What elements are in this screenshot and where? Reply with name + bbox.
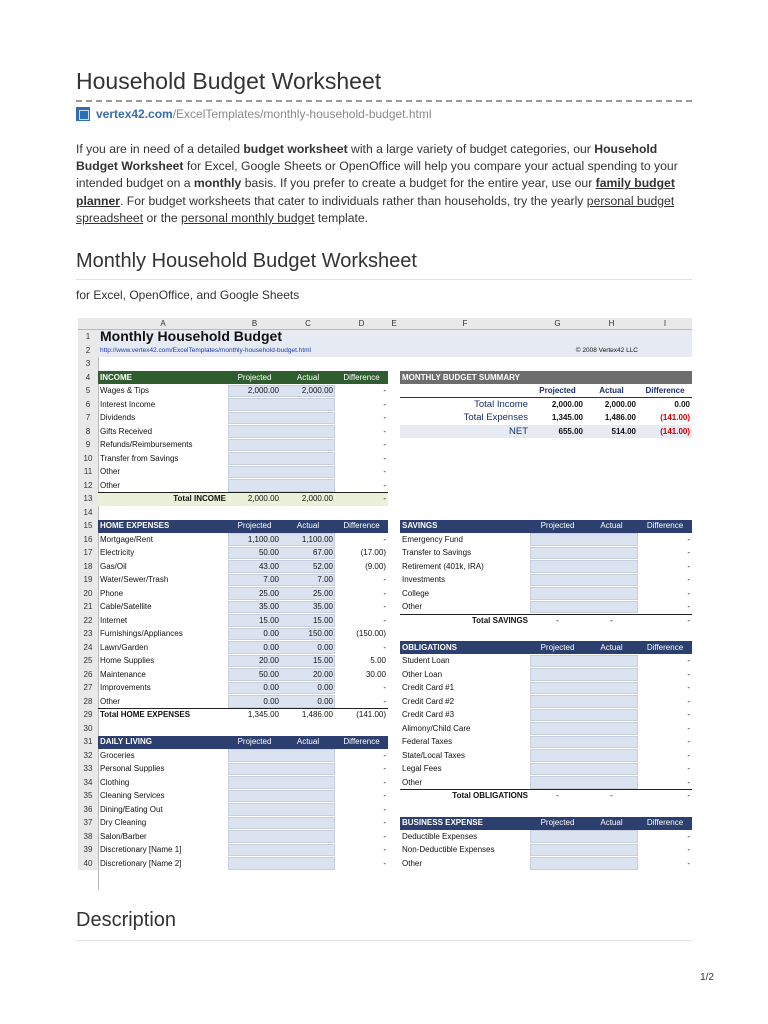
home-actual: 150.00 (308, 629, 333, 638)
obligations-input-cell (530, 776, 638, 789)
summary-col-header: Projected (539, 386, 576, 395)
row-number: 13 (78, 492, 98, 506)
row-number: 5 (78, 384, 98, 398)
row-number: 24 (78, 641, 98, 655)
income-actual (283, 479, 333, 493)
savings-item-name: College (402, 588, 430, 598)
daily-difference: - (383, 750, 386, 760)
income-item-name: Refunds/Reimbursements (100, 440, 193, 449)
personal-monthly-budget-link[interactable]: personal monthly budget (181, 210, 315, 225)
savings-input-cell (530, 533, 638, 546)
home-projected: 0.00 (263, 696, 279, 706)
savings-difference: - (687, 575, 690, 584)
obligations-input-cell (530, 668, 638, 681)
obligations-col-header: Actual (600, 642, 623, 652)
family-budget-planner-link[interactable]: family budget planner (76, 176, 675, 208)
title-divider (76, 100, 692, 102)
income-actual (283, 438, 333, 452)
row-number: 23 (78, 627, 98, 641)
copyright: © 2008 Vertex42 LLC (575, 346, 638, 354)
savings-total-actual: - (610, 615, 613, 625)
home-difference: 30.00 (365, 669, 386, 679)
daily-difference: - (383, 791, 386, 800)
home-projected: 50.00 (258, 548, 279, 557)
obligations-total-label: Total OBLIGATIONS (452, 791, 528, 800)
business-item-name: Non-Deductible Expenses (402, 845, 495, 854)
business-header-label: BUSINESS EXPENSE (402, 818, 483, 827)
income-actual: 2,000.00 (301, 386, 333, 395)
home-total-label: Total HOME EXPENSES (100, 710, 191, 719)
business-col-header: Difference (646, 818, 684, 827)
daily-difference: - (383, 831, 386, 841)
income-difference: - (383, 440, 386, 449)
home-difference: - (383, 615, 386, 625)
obligations-col-header: Projected (540, 642, 575, 652)
income-projected (230, 425, 279, 439)
home-projected: 25.00 (258, 588, 279, 598)
home-item-name: Improvements (100, 683, 151, 692)
savings-difference: - (687, 548, 690, 557)
row-number: 8 (78, 425, 98, 439)
row-number: 17 (78, 546, 98, 560)
obligations-item-name: Legal Fees (402, 764, 442, 773)
home-actual: 1,100.00 (301, 534, 333, 544)
savings-item-name: Investments (402, 575, 446, 584)
home-item-name: Cable/Satellite (100, 602, 152, 611)
summary-difference: (141.00) (660, 426, 690, 436)
home-actual: 25.00 (312, 588, 333, 598)
home-item-name: Home Supplies (100, 656, 155, 665)
home-item-name: Internet (100, 615, 128, 625)
home-total-difference: (141.00) (356, 710, 386, 719)
source-link[interactable] (76, 107, 432, 121)
home-projected: 20.00 (258, 656, 279, 665)
home-projected: 0.00 (263, 629, 279, 638)
row-number: 27 (78, 681, 98, 695)
income-col-header: Actual (296, 372, 320, 382)
row-number: 11 (78, 465, 98, 479)
home-projected: 0.00 (263, 683, 279, 692)
home-col-header: Difference (343, 521, 380, 530)
home-item-name: Other (100, 696, 121, 706)
home-projected: 15.00 (258, 615, 279, 625)
home-actual: 0.00 (317, 642, 333, 652)
home-total-projected: 1,345.00 (247, 710, 279, 719)
business-col-header: Projected (540, 818, 575, 827)
income-difference: - (383, 399, 386, 409)
daily-item-name: Discretionary [Name 1] (100, 845, 182, 854)
summary-row-name: NET (509, 425, 528, 437)
column-letter: B (251, 319, 258, 328)
daily-item-name: Dining/Eating Out (100, 804, 163, 814)
column-letter: F (462, 319, 468, 328)
income-projected (230, 479, 279, 493)
obligations-item-name: Student Loan (402, 656, 450, 665)
savings-difference: - (687, 602, 690, 611)
income-difference: - (383, 453, 386, 463)
home-col-header: Actual (296, 521, 320, 530)
income-col-header: Projected (237, 372, 272, 382)
vertex42-logo-icon (76, 107, 90, 121)
income-item-name: Gifts Received (100, 426, 153, 436)
column-letter: E (391, 319, 397, 328)
budget-url: http://www.vertex42.com/ExcelTemplates/monthly-household-budget.html (100, 346, 311, 354)
home-header-label: HOME EXPENSES (100, 521, 170, 530)
income-item-name: Wages & Tips (100, 386, 150, 395)
income-actual (283, 398, 333, 412)
savings-header-label: SAVINGS (402, 521, 438, 530)
row-number: 3 (78, 357, 98, 371)
obligations-item-name: Credit Card #3 (402, 710, 455, 719)
row-number: 25 (78, 654, 98, 668)
daily-item-name: Dry Cleaning (100, 818, 147, 827)
row-number: 21 (78, 600, 98, 614)
home-difference: - (383, 588, 386, 598)
obligations-item-name: Other Loan (402, 669, 443, 679)
home-actual: 0.00 (317, 683, 333, 692)
home-projected: 35.00 (258, 602, 279, 611)
summary-projected: 2,000.00 (551, 399, 583, 409)
obligations-input-cell (530, 655, 638, 668)
obligations-input-cell (530, 709, 638, 722)
home-item-name: Water/Sewer/Trash (100, 575, 169, 584)
row-number: 37 (78, 816, 98, 830)
home-item-name: Furnishings/Appliances (100, 629, 183, 638)
home-actual: 35.00 (312, 602, 333, 611)
row-number: 30 (78, 722, 98, 736)
savings-input-cell (530, 560, 638, 573)
row-number: 19 (78, 573, 98, 587)
obligations-item-name: Credit Card #1 (402, 683, 455, 692)
home-difference: - (383, 575, 386, 584)
column-letter: H (608, 319, 615, 328)
obligations-item-name: Federal Taxes (402, 737, 453, 746)
row-number: 28 (78, 695, 98, 709)
daily-input-cell (228, 776, 335, 789)
daily-col-header: Actual (296, 737, 320, 746)
daily-item-name: Clothing (100, 777, 130, 787)
row-number: 4 (78, 371, 98, 385)
savings-input-cell (530, 587, 638, 600)
savings-item-name: Emergency Fund (402, 534, 463, 544)
row-header-separator (98, 330, 99, 890)
income-difference: - (383, 413, 386, 422)
savings-total-difference: - (687, 615, 690, 625)
business-input-cell (530, 844, 638, 857)
column-letter: A (160, 319, 166, 328)
home-difference: - (383, 534, 386, 544)
home-actual: 52.00 (312, 561, 333, 571)
income-total-projected: 2,000.00 (247, 494, 279, 503)
income-projected (230, 438, 279, 452)
obligations-difference: - (687, 777, 690, 787)
source-domain[interactable]: vertex42.com (96, 107, 173, 121)
column-letter: G (554, 319, 561, 328)
home-difference: (9.00) (365, 561, 386, 571)
income-difference: - (383, 467, 386, 476)
obligations-total-difference: - (687, 791, 690, 800)
income-item-name: Other (100, 480, 121, 490)
row-number: 12 (78, 479, 98, 493)
personal-budget-spreadsheet-link[interactable]: personal budget spreadsheet (76, 193, 675, 225)
income-actual (283, 465, 333, 479)
income-header-label: INCOME (100, 372, 132, 382)
income-item-name: Transfer from Savings (100, 453, 179, 463)
obligations-input-cell (530, 736, 638, 749)
daily-input-cell (228, 844, 335, 857)
home-item-name: Mortgage/Rent (100, 534, 153, 544)
obligations-item-name: State/Local Taxes (402, 750, 466, 760)
savings-item-name: Other (402, 602, 423, 611)
income-projected (230, 411, 279, 425)
home-actual: 15.00 (312, 615, 333, 625)
row-number: 16 (78, 533, 98, 547)
intro-paragraph: If you are in need of a detailed budget worksheet with a large variety of budget categories, our Household Budget Worksheet for Excel, Google Sheets or OpenOffice will help you compare your actual spending to your intended budget on a monthly basis. If you prefer to create a budget for the entire year, use our family budget planner. For budget worksheets that cater to individuals rather than households, try the yearly personal budget spreadsheet or the personal monthly budget template. (76, 142, 678, 225)
home-item-name: Lawn/Garden (100, 642, 149, 652)
home-actual: 15.00 (312, 656, 333, 665)
obligations-input-cell (530, 682, 638, 695)
summary-projected: 1,345.00 (551, 413, 583, 422)
income-actual (283, 411, 333, 425)
obligations-difference: - (687, 683, 690, 692)
obligations-total-projected: - (556, 791, 559, 800)
home-difference: 5.00 (370, 656, 386, 665)
row-number: 20 (78, 587, 98, 601)
home-item-name: Gas/Oil (100, 561, 127, 571)
summary-header-label: MONTHLY BUDGET SUMMARY (402, 372, 520, 382)
summary-projected: 655.00 (558, 426, 583, 436)
home-projected: 50.00 (258, 669, 279, 679)
savings-input-cell (530, 574, 638, 587)
daily-header-label: DAILY LIVING (100, 737, 153, 746)
home-difference: (17.00) (360, 548, 386, 557)
home-item-name: Maintenance (100, 669, 146, 679)
income-actual (283, 452, 333, 466)
income-total-label: Total INCOME (173, 494, 226, 503)
obligations-difference: - (687, 764, 690, 773)
column-letter: D (358, 319, 365, 328)
description-divider (76, 940, 692, 941)
home-actual: 20.00 (312, 669, 333, 679)
daily-difference: - (383, 764, 386, 773)
daily-input-cell (228, 749, 335, 762)
obligations-input-cell (530, 722, 638, 735)
daily-input-cell (228, 803, 335, 816)
obligations-difference: - (687, 737, 690, 746)
row-number: 32 (78, 749, 98, 763)
summary-actual: 514.00 (611, 426, 636, 436)
business-input-cell (530, 830, 638, 843)
description-heading: Description (76, 909, 177, 931)
row-number: 9 (78, 438, 98, 452)
home-actual: 0.00 (317, 696, 333, 706)
income-total-difference: - (383, 494, 386, 503)
daily-item-name: Personal Supplies (100, 764, 165, 773)
section-divider (76, 279, 692, 280)
daily-difference: - (383, 818, 386, 827)
summary-actual: 2,000.00 (604, 399, 636, 409)
daily-item-name: Salon/Barber (100, 831, 147, 841)
savings-difference: - (687, 534, 690, 544)
savings-total-projected: - (556, 615, 559, 625)
column-letter: I (663, 319, 667, 328)
obligations-col-header: Difference (646, 642, 684, 652)
row-number: 6 (78, 398, 98, 412)
business-item-name: Deductible Expenses (402, 831, 478, 841)
home-difference: - (383, 683, 386, 692)
daily-input-cell (228, 857, 335, 870)
row-number: 15 (78, 519, 98, 533)
income-item-name: Dividends (100, 413, 136, 422)
summary-actual: 1,486.00 (604, 413, 636, 422)
row-number: 34 (78, 776, 98, 790)
daily-difference: - (383, 804, 386, 814)
column-header-bar (78, 318, 692, 330)
daily-difference: - (383, 777, 386, 787)
row-number: 39 (78, 843, 98, 857)
daily-difference: - (383, 845, 386, 854)
row-number: 36 (78, 803, 98, 817)
obligations-difference: - (687, 656, 690, 665)
home-difference: (150.00) (356, 629, 386, 638)
business-difference: - (687, 831, 690, 841)
home-projected: 7.00 (263, 575, 279, 584)
obligations-difference: - (687, 723, 690, 733)
home-projected: 0.00 (263, 642, 279, 652)
daily-input-cell (228, 830, 335, 843)
business-difference: - (687, 858, 690, 868)
row-number: 40 (78, 857, 98, 871)
savings-difference: - (687, 588, 690, 598)
daily-difference: - (383, 858, 386, 868)
income-item-name: Other (100, 467, 121, 476)
income-difference: - (383, 480, 386, 490)
summary-difference: 0.00 (674, 399, 690, 409)
savings-total-label: Total SAVINGS (471, 615, 528, 625)
daily-input-cell (228, 763, 335, 776)
summary-row-name: Total Income (474, 398, 528, 410)
page-number: 1/2 (700, 972, 714, 983)
home-item-name: Phone (100, 588, 124, 598)
home-difference: - (383, 602, 386, 611)
daily-item-name: Discretionary [Name 2] (100, 858, 182, 868)
obligations-difference: - (687, 669, 690, 679)
source-path[interactable]: /ExcelTemplates/monthly-household-budget.html (172, 107, 432, 121)
row-number: 35 (78, 789, 98, 803)
savings-input-cell (530, 547, 638, 560)
section-subtitle: for Excel, OpenOffice, and Google Sheets (76, 288, 300, 302)
summary-col-header: Difference (645, 386, 685, 395)
home-projected: 43.00 (258, 561, 279, 571)
home-total-actual: 1,486.00 (301, 710, 333, 719)
section-title: Monthly Household Budget Worksheet (76, 250, 417, 272)
obligations-item-name: Alimony/Child Care (402, 723, 471, 733)
page-title: Household Budget Worksheet (76, 68, 382, 94)
home-col-header: Projected (237, 521, 272, 530)
income-col-header: Difference (343, 372, 380, 382)
savings-difference: - (687, 561, 690, 571)
obligations-item-name: Credit Card #2 (402, 696, 455, 706)
income-projected (230, 465, 279, 479)
summary-row-name: Total Expenses (463, 412, 528, 423)
row-number: 14 (78, 506, 98, 520)
daily-item-name: Groceries (100, 750, 135, 760)
savings-input-cell (530, 601, 638, 614)
daily-input-cell (228, 817, 335, 830)
summary-col-header: Actual (599, 386, 624, 395)
row-number: 22 (78, 614, 98, 628)
column-letter: C (305, 319, 311, 328)
income-difference: - (383, 426, 386, 436)
obligations-input-cell (530, 695, 638, 708)
savings-col-header: Actual (600, 521, 623, 530)
daily-input-cell (228, 790, 335, 803)
row-number: 10 (78, 452, 98, 466)
summary-difference: (141.00) (660, 413, 690, 422)
business-col-header: Actual (600, 818, 623, 827)
home-projected: 1,100.00 (247, 534, 279, 544)
obligations-header-label: OBLIGATIONS (402, 642, 457, 652)
obligations-item-name: Other (402, 777, 423, 787)
row-number: 1 (78, 330, 98, 344)
income-projected (230, 452, 279, 466)
row-number: 18 (78, 560, 98, 574)
obligations-total-actual: - (610, 791, 613, 800)
business-item-name: Other (402, 858, 423, 868)
income-actual (283, 425, 333, 439)
home-actual: 7.00 (317, 575, 333, 584)
income-projected: 2,000.00 (247, 386, 279, 395)
obligations-difference: - (687, 710, 690, 719)
home-item-name: Electricity (100, 548, 135, 557)
obligations-input-cell (530, 749, 638, 762)
home-actual: 67.00 (312, 548, 333, 557)
obligations-input-cell (530, 763, 638, 776)
daily-col-header: Difference (343, 737, 380, 746)
row-number: 31 (78, 735, 98, 749)
row-number: 26 (78, 668, 98, 682)
savings-col-header: Difference (646, 521, 684, 530)
business-difference: - (687, 845, 690, 854)
obligations-difference: - (687, 750, 690, 760)
income-difference: - (383, 386, 386, 395)
spreadsheet-image (78, 318, 692, 890)
home-difference: - (383, 642, 386, 652)
savings-col-header: Projected (540, 521, 575, 530)
home-difference: - (383, 696, 386, 706)
row-number: 29 (78, 708, 98, 722)
row-number: 33 (78, 762, 98, 776)
daily-item-name: Cleaning Services (100, 791, 165, 800)
income-item-name: Interest Income (100, 399, 156, 409)
savings-item-name: Retirement (401k, IRA) (402, 561, 484, 571)
income-total-actual: 2,000.00 (301, 494, 333, 503)
row-number: 2 (78, 344, 98, 358)
obligations-difference: - (687, 696, 690, 706)
income-projected (230, 398, 279, 412)
business-input-cell (530, 857, 638, 870)
row-number: 7 (78, 411, 98, 425)
row-number: 38 (78, 830, 98, 844)
daily-col-header: Projected (237, 737, 272, 746)
savings-item-name: Transfer to Savings (402, 548, 472, 557)
budget-title: Monthly Household Budget (100, 330, 282, 344)
